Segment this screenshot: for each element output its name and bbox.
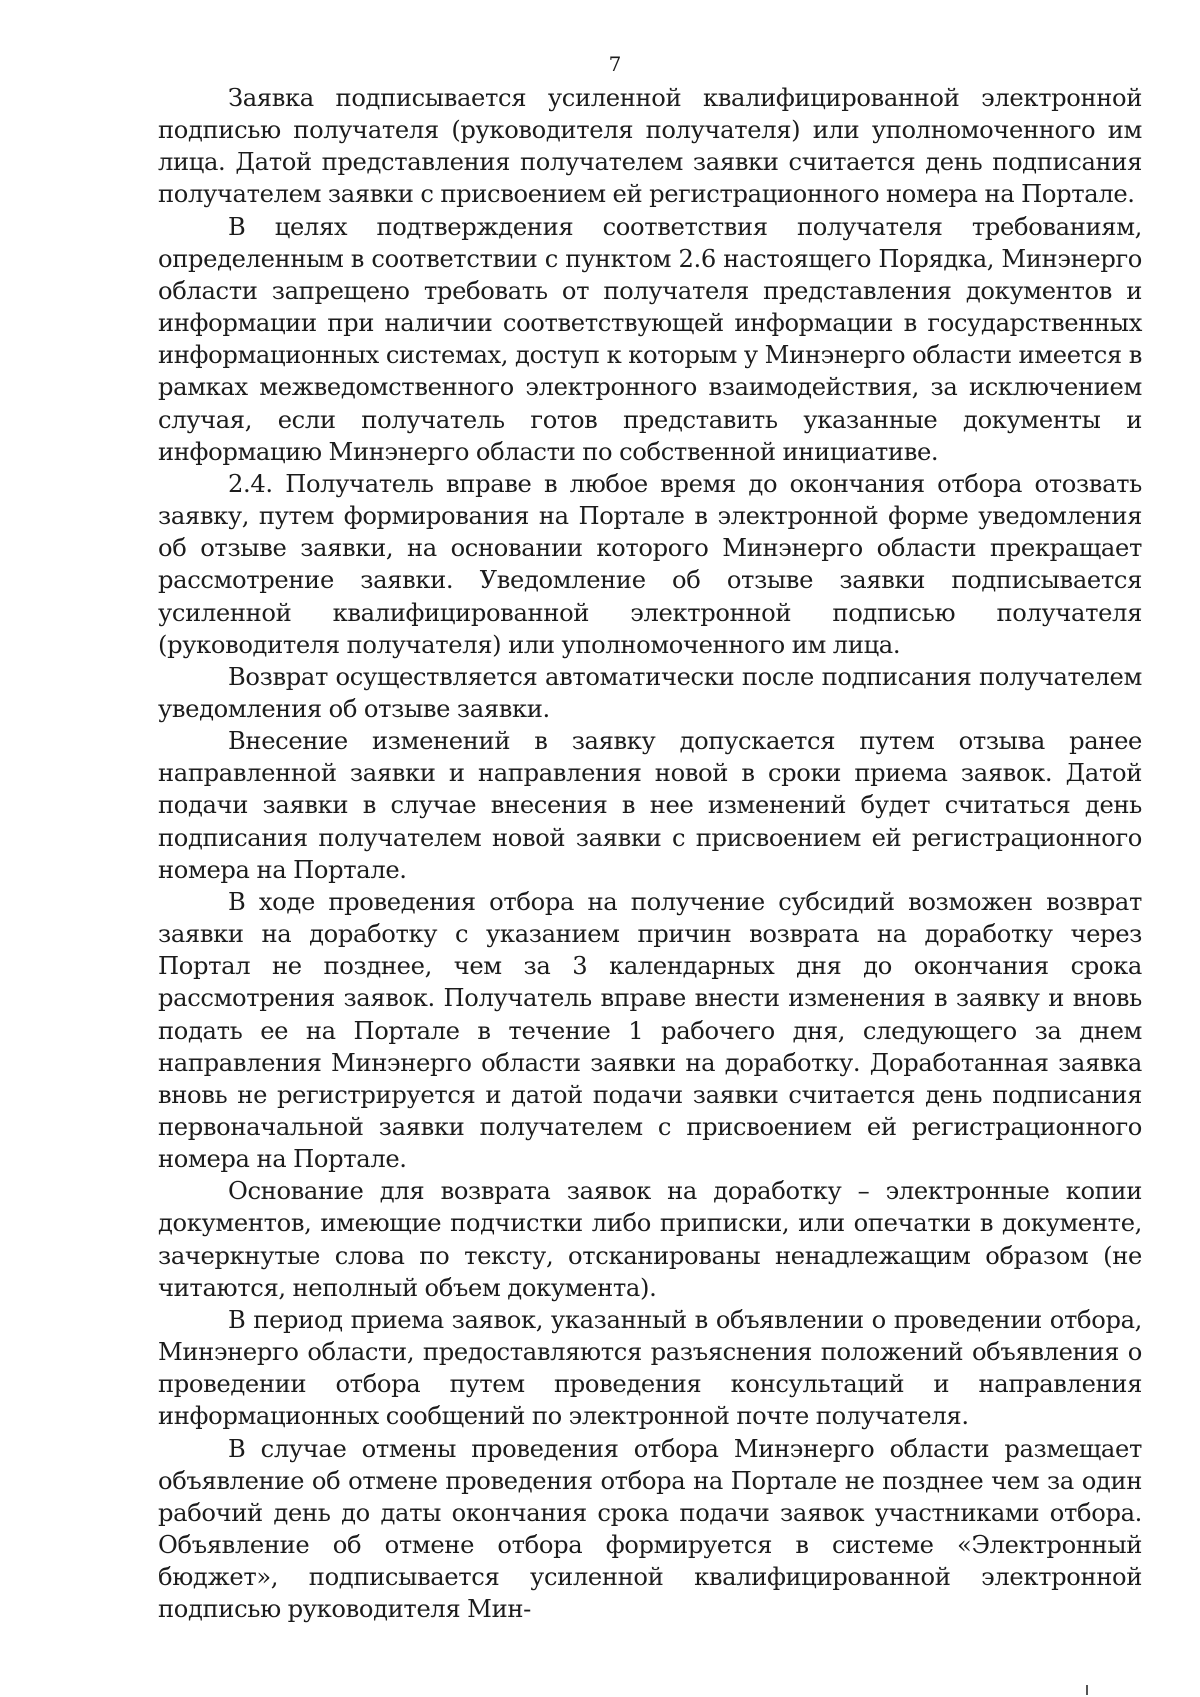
paragraph-requirements: В целях подтверждения соответствия получателя требованиям, определенным в соответствии с пунктом 2.6 настоящего Порядка, Минэнерго области запрещено требовать от получателя представления документов и информации при наличии соответствующей информации в государственных информационных системах, доступ к которым у Минэнерго области имеется в рамках межведомственного электронного взаимодействия, за исключением случая, если получатель готов представить указанные документы и информацию Минэнерго области по собственной инициативе. bbox=[158, 212, 1142, 466]
paragraph-cancellation: В случае отмены проведения отбора Минэнерго области размещает объявление об отмене проведения отбора на Портале не позднее чем за один рабочий день до даты окончания срока подачи заявок участниками отбора. Объявление об отмене отбора формируется в системе «Электронный бюджет», подписывается усиленной квалифицированной электронной подписью руководителя Мин- bbox=[158, 1434, 1142, 1624]
paragraph-revision: В ходе проведения отбора на получение субсидий возможен возврат заявки на доработку с указанием причин возврата на доработку через Портал не позднее, чем за 3 календарных дня до окончания срока рассмотрения заявок. Получатель вправе внести изменения в заявку и вновь подать ее на Портале в течение 1 рабочего дня, следующего за днем направления Минэнерго области заявки на доработку. Доработанная заявка вновь не регистрируется и датой подачи заявки считается день подписания первоначальной заявки получателем с присвоением ей регистрационного номера на Портале. bbox=[158, 887, 1142, 1174]
paragraph-withdrawal: 2.4. Получатель вправе в любое время до окончания отбора отозвать заявку, путем формирования на Портале в электронной форме уведомления об отзыве заявки, на основании которого Минэнерго области прекращает рассмотрение заявки. Уведомление об отзыве заявки подписывается усиленной квалифицированной электронной подписью получателя (руководителя получателя) или уполномоченного им лица. bbox=[158, 469, 1142, 659]
paragraph-signature: Заявка подписывается усиленной квалифицированной электронной подписью получателя (руководителя получателя) или уполномоченного им лица. Датой представления получателем заявки считается день подписания получателем заявки с присвоением ей регистрационного номера на Портале. bbox=[158, 84, 1142, 209]
paragraph-clarifications: В период приема заявок, указанный в объявлении о проведении отбора, Минэнерго области, предоставляются разъяснения положений объявления о проведении отбора путем проведения консультаций и направления информационных сообщений по электронной почте получателя. bbox=[158, 1305, 1142, 1431]
page-number: 7 bbox=[608, 52, 622, 76]
document-body bbox=[158, 82, 1142, 1626]
paragraph-return: Возврат осуществляется автоматически после подписания получателем уведомления об отзыве заявки. bbox=[158, 662, 1142, 723]
paragraph-revision-grounds: Основание для возврата заявок на доработку – электронные копии документов, имеющие подчистки либо приписки, или опечатки в документе, зачеркнутые слова по тексту, отсканированы ненадлежащим образом (не читаются, неполный объем документа). bbox=[158, 1177, 1142, 1302]
scan-artifact bbox=[1086, 1685, 1088, 1695]
paragraph-changes: Внесение изменений в заявку допускается путем отзыва ранее направленной заявки и направления новой в сроки приема заявок. Датой подачи заявки в случае внесения в нее изменений будет считаться день подписания получателем новой заявки с присвоением ей регистрационного номера на Портале. bbox=[158, 727, 1142, 884]
